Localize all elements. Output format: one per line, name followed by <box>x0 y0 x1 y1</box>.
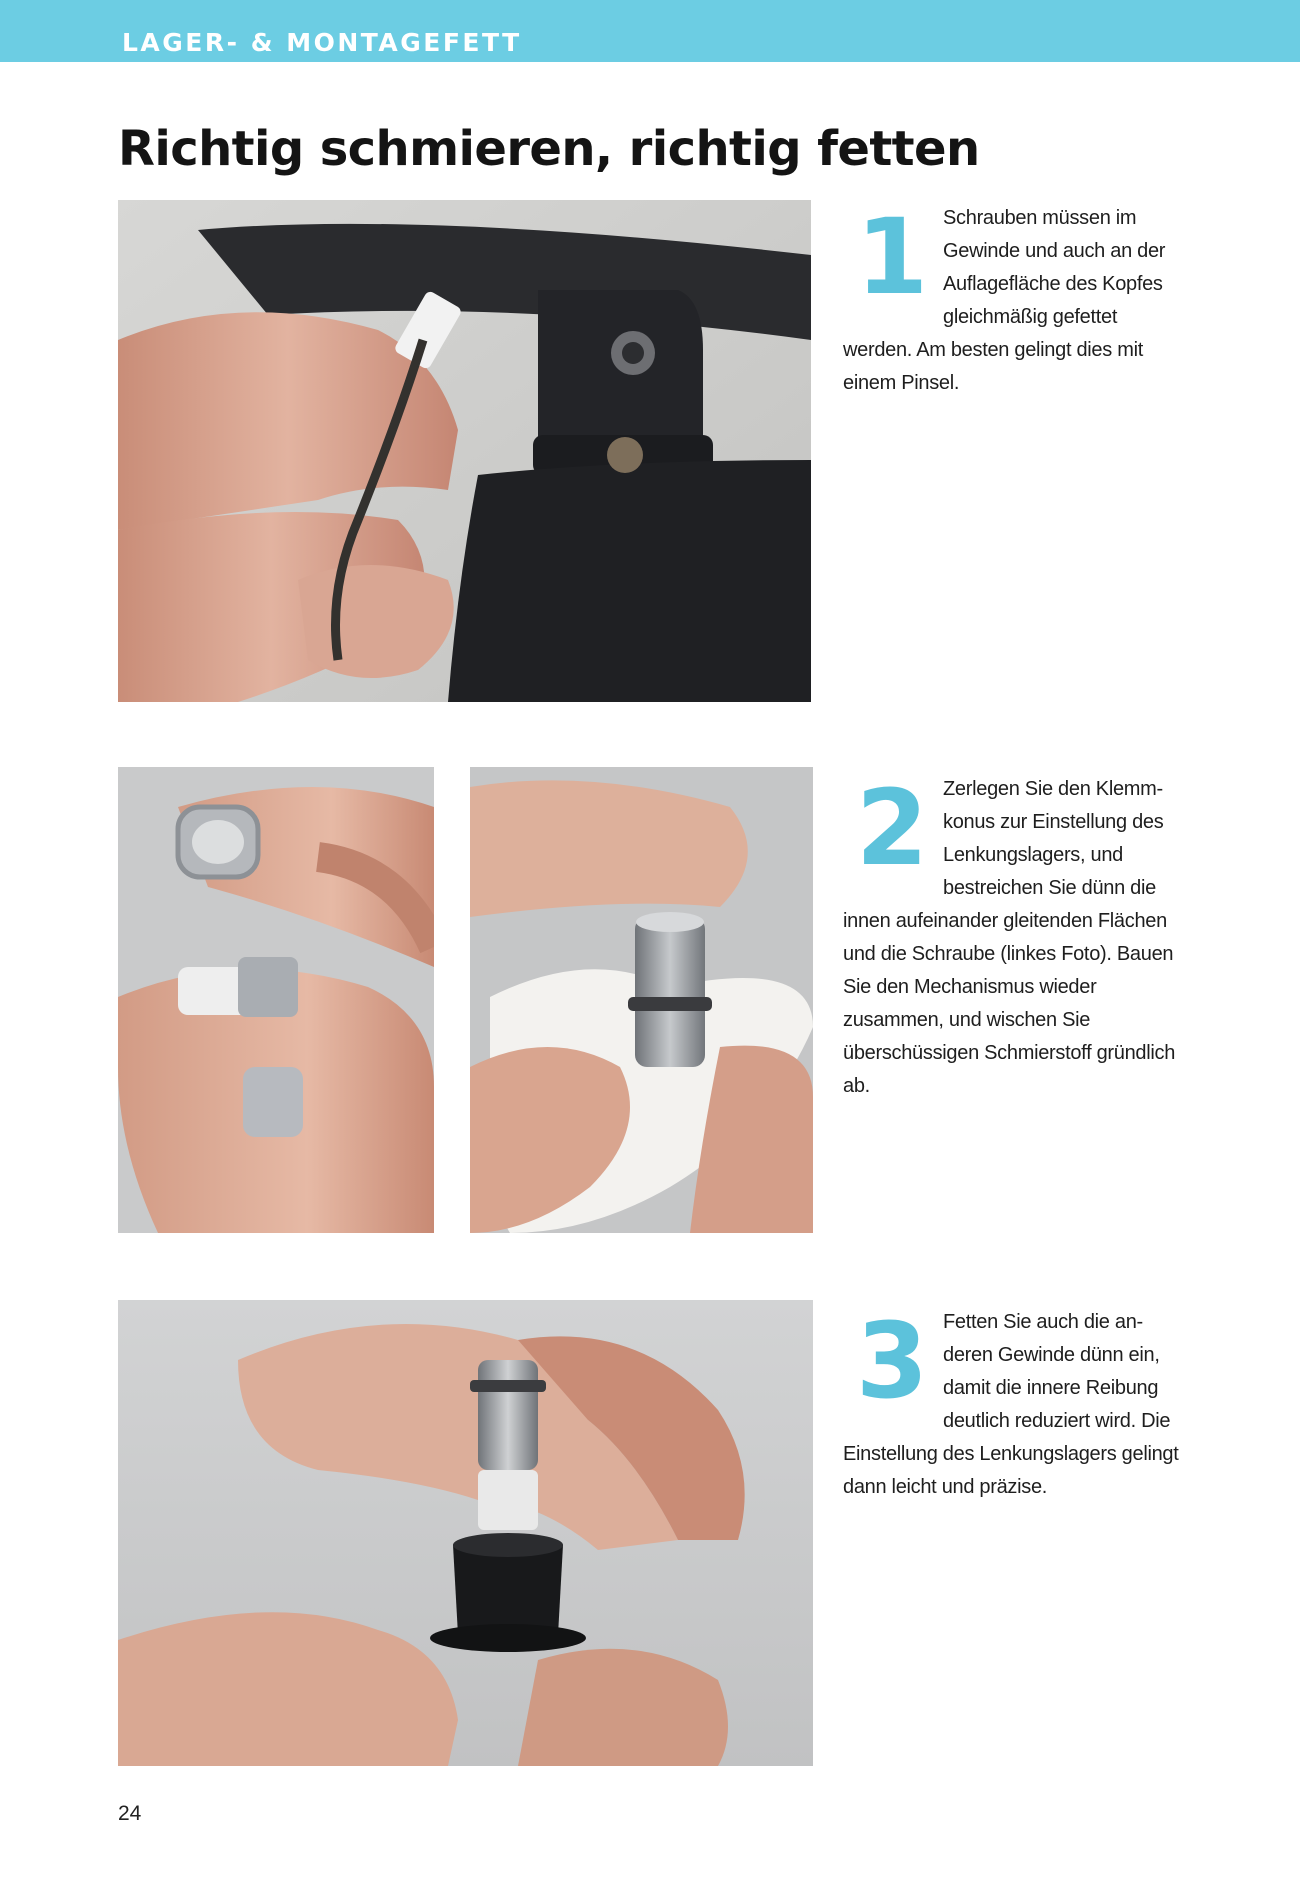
page-number: 24 <box>118 1802 142 1825</box>
photo-greasing-cone-thread <box>118 1300 813 1766</box>
step-text: Zerlegen Sie den Klemmkonus zur Einstellung des Lenkungslagers, und bestreichen Sie dünn die innen aufeinander gleitenden Flächen und die Schraube (linkes Foto). Bauen Sie den Mechanismus wieder zusammen, und wischen Sie überschüssigen Schmierstoff gründlich ab. <box>843 778 1176 1097</box>
photo-greasing-stem-bolt <box>118 200 811 702</box>
step-3 <box>843 1300 1183 1504</box>
step-text: Schrauben müssen im Gewinde und auch an der Auflagefläche des Kopfes gleichmäßig gefettet werden. Am besten gelingt dies mit einem Pinsel. <box>843 207 1166 394</box>
step-1 <box>843 196 1183 400</box>
step-number: 3 <box>855 1300 929 1422</box>
step-2 <box>843 767 1183 1103</box>
section-label: LAGER- & MONTAGEFETT <box>122 28 522 57</box>
step-number: 2 <box>855 767 929 889</box>
photo-wiping-cone <box>470 767 813 1233</box>
photo-clamp-cone-parts <box>118 767 434 1233</box>
page-title: Richtig schmieren, richtig fetten <box>118 121 980 177</box>
step-text: Fetten Sie auch die anderen Gewinde dünn ein, damit die innere Reibung deutlich reduziert wird. Die Einstellung des Lenkungslagers gelingt dann leicht und präzise. <box>843 1311 1179 1498</box>
step-number: 1 <box>855 196 929 318</box>
